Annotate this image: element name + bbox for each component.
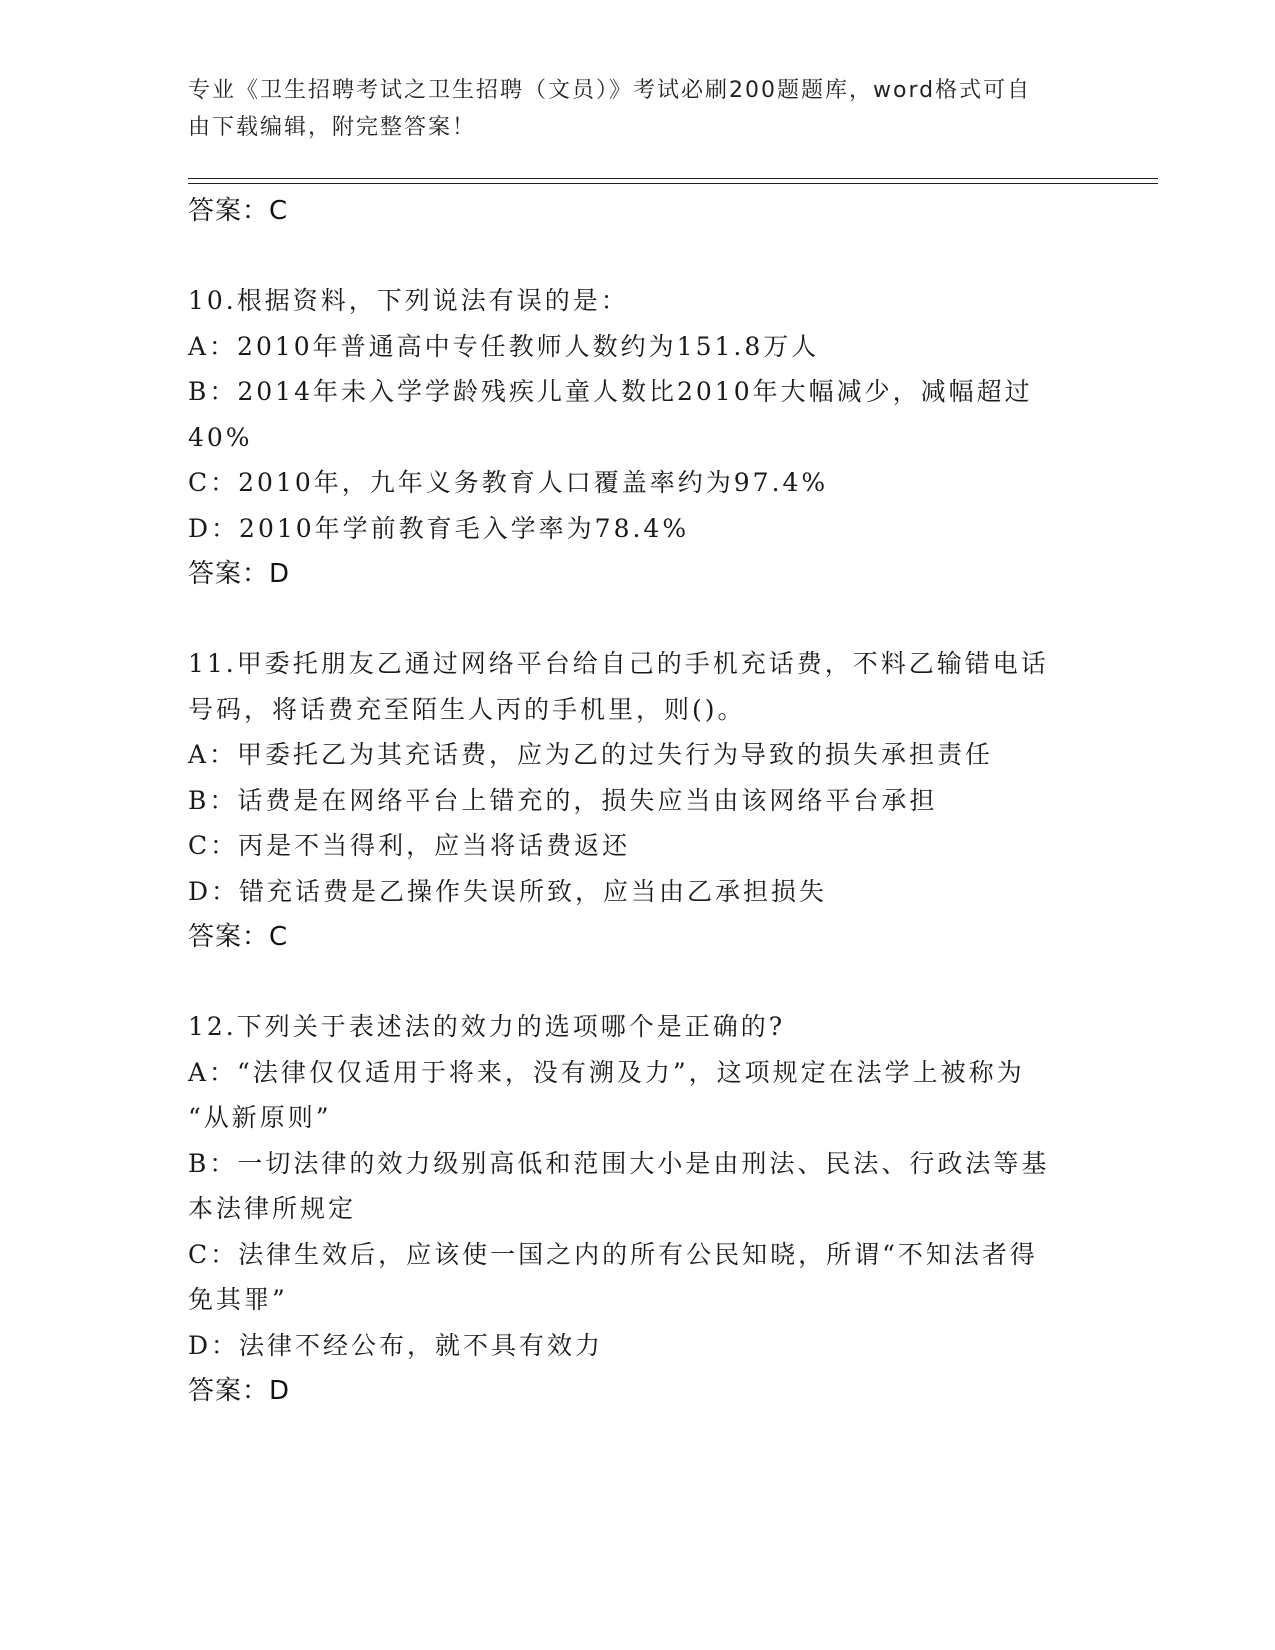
question-block-12 bbox=[188, 1004, 1088, 1414]
question-12-option-d: D：法律不经公布，就不具有效力 bbox=[188, 1330, 604, 1360]
question-10-answer: 答案：D bbox=[188, 559, 291, 589]
question-11-stem-cont: 号码，将话费充至陌生人丙的手机里，则()。 bbox=[188, 694, 746, 724]
question-12-option-b: B：一切法律的效力级别高低和范围大小是由刑法、民法、行政法等基 bbox=[188, 1148, 1050, 1178]
question-11-option-d: D：错充话费是乙操作失误所致，应当由乙承担损失 bbox=[188, 876, 828, 906]
question-12-option-b-cont: 本法律所规定 bbox=[188, 1194, 357, 1223]
question-11-option-c: C：丙是不当得利，应当将话费返还 bbox=[188, 831, 631, 860]
question-10-option-c: C：2010年，九年义务教育人口覆盖率约为97.4% bbox=[188, 468, 829, 497]
question-11-option-b: B：话费是在网络平台上错充的，损失应当由该网络平台承担 bbox=[188, 785, 938, 815]
document-header bbox=[188, 72, 1078, 146]
question-10-option-b-cont: 40% bbox=[188, 422, 253, 452]
question-content bbox=[188, 188, 1088, 1414]
question-block-10 bbox=[188, 278, 1088, 597]
question-10-option-b: B：2014年未入学学龄残疾儿童人数比2010年大幅减少，减幅超过 bbox=[188, 377, 1033, 406]
answer-line: 答案：C bbox=[188, 196, 289, 226]
question-10-option-d: D：2010年学前教育毛入学率为78.4% bbox=[188, 513, 690, 543]
header-divider-bottom bbox=[188, 183, 1158, 184]
question-10-option-a: A：2010年普通高中专任教师人数约为151.8万人 bbox=[188, 331, 820, 361]
question-12-option-a: A：“法律仅仅适用于将来，没有溯及力”，这项规定在法学上被称为 bbox=[188, 1057, 1025, 1087]
question-12-stem: 12.下列关于表述法的效力的选项哪个是正确的? bbox=[188, 1012, 786, 1041]
header-line-1: 专业《卫生招聘考试之卫生招聘（文员）》考试必刷200题题库，word格式可自 bbox=[188, 78, 1032, 103]
question-11-stem: 11.甲委托朋友乙通过网络平台给自己的手机充话费，不料乙输错电话 bbox=[188, 649, 1049, 678]
question-12-option-a-cont: “从新原则” bbox=[188, 1103, 332, 1132]
question-12-option-c: C：法律生效后，应该使一国之内的所有公民知晓，所谓“不知法者得 bbox=[188, 1239, 1038, 1269]
question-block-11 bbox=[188, 641, 1088, 960]
question-12-option-c-cont: 免其罪” bbox=[188, 1285, 288, 1314]
question-11-option-a: A：甲委托乙为其充话费，应为乙的过失行为导致的损失承担责任 bbox=[188, 740, 994, 769]
question-11-answer: 答案：C bbox=[188, 922, 289, 952]
header-divider-top bbox=[188, 178, 1158, 179]
question-10-stem: 10.根据资料，下列说法有误的是： bbox=[188, 286, 629, 315]
question-12-answer: 答案：D bbox=[188, 1376, 291, 1406]
header-line-2: 由下载编辑，附完整答案！ bbox=[188, 115, 477, 140]
